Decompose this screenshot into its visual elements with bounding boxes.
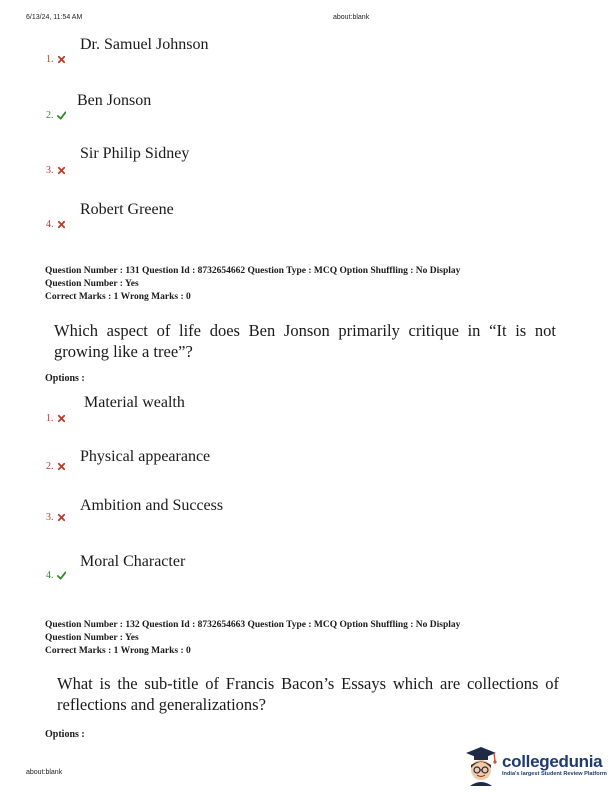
prev-option-3-text: Sir Philip Sidney bbox=[80, 145, 190, 162]
q131-meta-line1: Question Number : 131 Question Id : 8732654662 Question Type : MCQ Option Shuffling : No Display bbox=[45, 266, 461, 276]
graduate-mascot-icon bbox=[462, 744, 500, 786]
q132-question-text: What is the sub-title of Francis Bacon’s Essays which are collections of reflections and generalizations? bbox=[57, 674, 559, 714]
q131-meta bbox=[45, 265, 460, 304]
prev-option-4-text: Robert Greene bbox=[80, 201, 174, 218]
wrong-cross-icon bbox=[57, 462, 66, 471]
wrong-cross-icon bbox=[57, 220, 66, 229]
logo-tagline: India's largest Student Review Platform bbox=[502, 771, 607, 777]
q131-option-2-text: Physical appearance bbox=[80, 448, 211, 465]
prev-option-3-number: 3. bbox=[46, 165, 66, 176]
q131-meta-line2: Question Number : Yes bbox=[45, 279, 139, 289]
prev-option-4-number: 4. bbox=[46, 219, 66, 230]
logo-name: collegedunia bbox=[502, 752, 603, 771]
print-footer-url: about:blank bbox=[26, 769, 63, 776]
collegedunia-logo bbox=[462, 744, 607, 786]
prev-option-2-text: Ben Jonson bbox=[77, 92, 152, 109]
wrong-cross-icon bbox=[57, 55, 66, 64]
q132-meta-line1: Question Number : 132 Question Id : 8732654663 Question Type : MCQ Option Shuffling : No Display bbox=[45, 620, 461, 630]
q132-meta-line3: Correct Marks : 1 Wrong Marks : 0 bbox=[45, 646, 191, 656]
q131-question-text: Which aspect of life does Ben Jonson primarily critique in “It is not growing like a tree”? bbox=[54, 321, 556, 361]
q131-option-3-text: Ambition and Success bbox=[80, 497, 224, 514]
q132-meta bbox=[45, 619, 460, 658]
q131-option-4-number: 4. bbox=[46, 570, 66, 581]
q131-option-1-text: Material wealth bbox=[84, 394, 185, 411]
q131-option-2-number: 2. bbox=[46, 461, 66, 472]
q131-meta-line3: Correct Marks : 1 Wrong Marks : 0 bbox=[45, 292, 191, 302]
prev-option-1-text: Dr. Samuel Johnson bbox=[80, 36, 209, 53]
correct-check-icon bbox=[57, 111, 66, 120]
q131-option-1-number: 1. bbox=[46, 413, 66, 424]
q132-meta-line2: Question Number : Yes bbox=[45, 633, 139, 643]
q131-option-3-number: 3. bbox=[46, 512, 66, 523]
q132-options-label: Options : bbox=[45, 729, 85, 740]
wrong-cross-icon bbox=[57, 414, 66, 423]
prev-option-1-number: 1. bbox=[46, 54, 66, 65]
q131-option-4-text: Moral Character bbox=[80, 553, 186, 570]
wrong-cross-icon bbox=[57, 166, 66, 175]
wrong-cross-icon bbox=[57, 513, 66, 522]
q131-options-label: Options : bbox=[45, 373, 85, 384]
print-datetime: 6/13/24, 11:54 AM bbox=[26, 14, 83, 21]
print-page-title: about:blank bbox=[333, 14, 370, 21]
prev-option-2-number: 2. bbox=[46, 110, 66, 121]
correct-check-icon bbox=[57, 571, 66, 580]
